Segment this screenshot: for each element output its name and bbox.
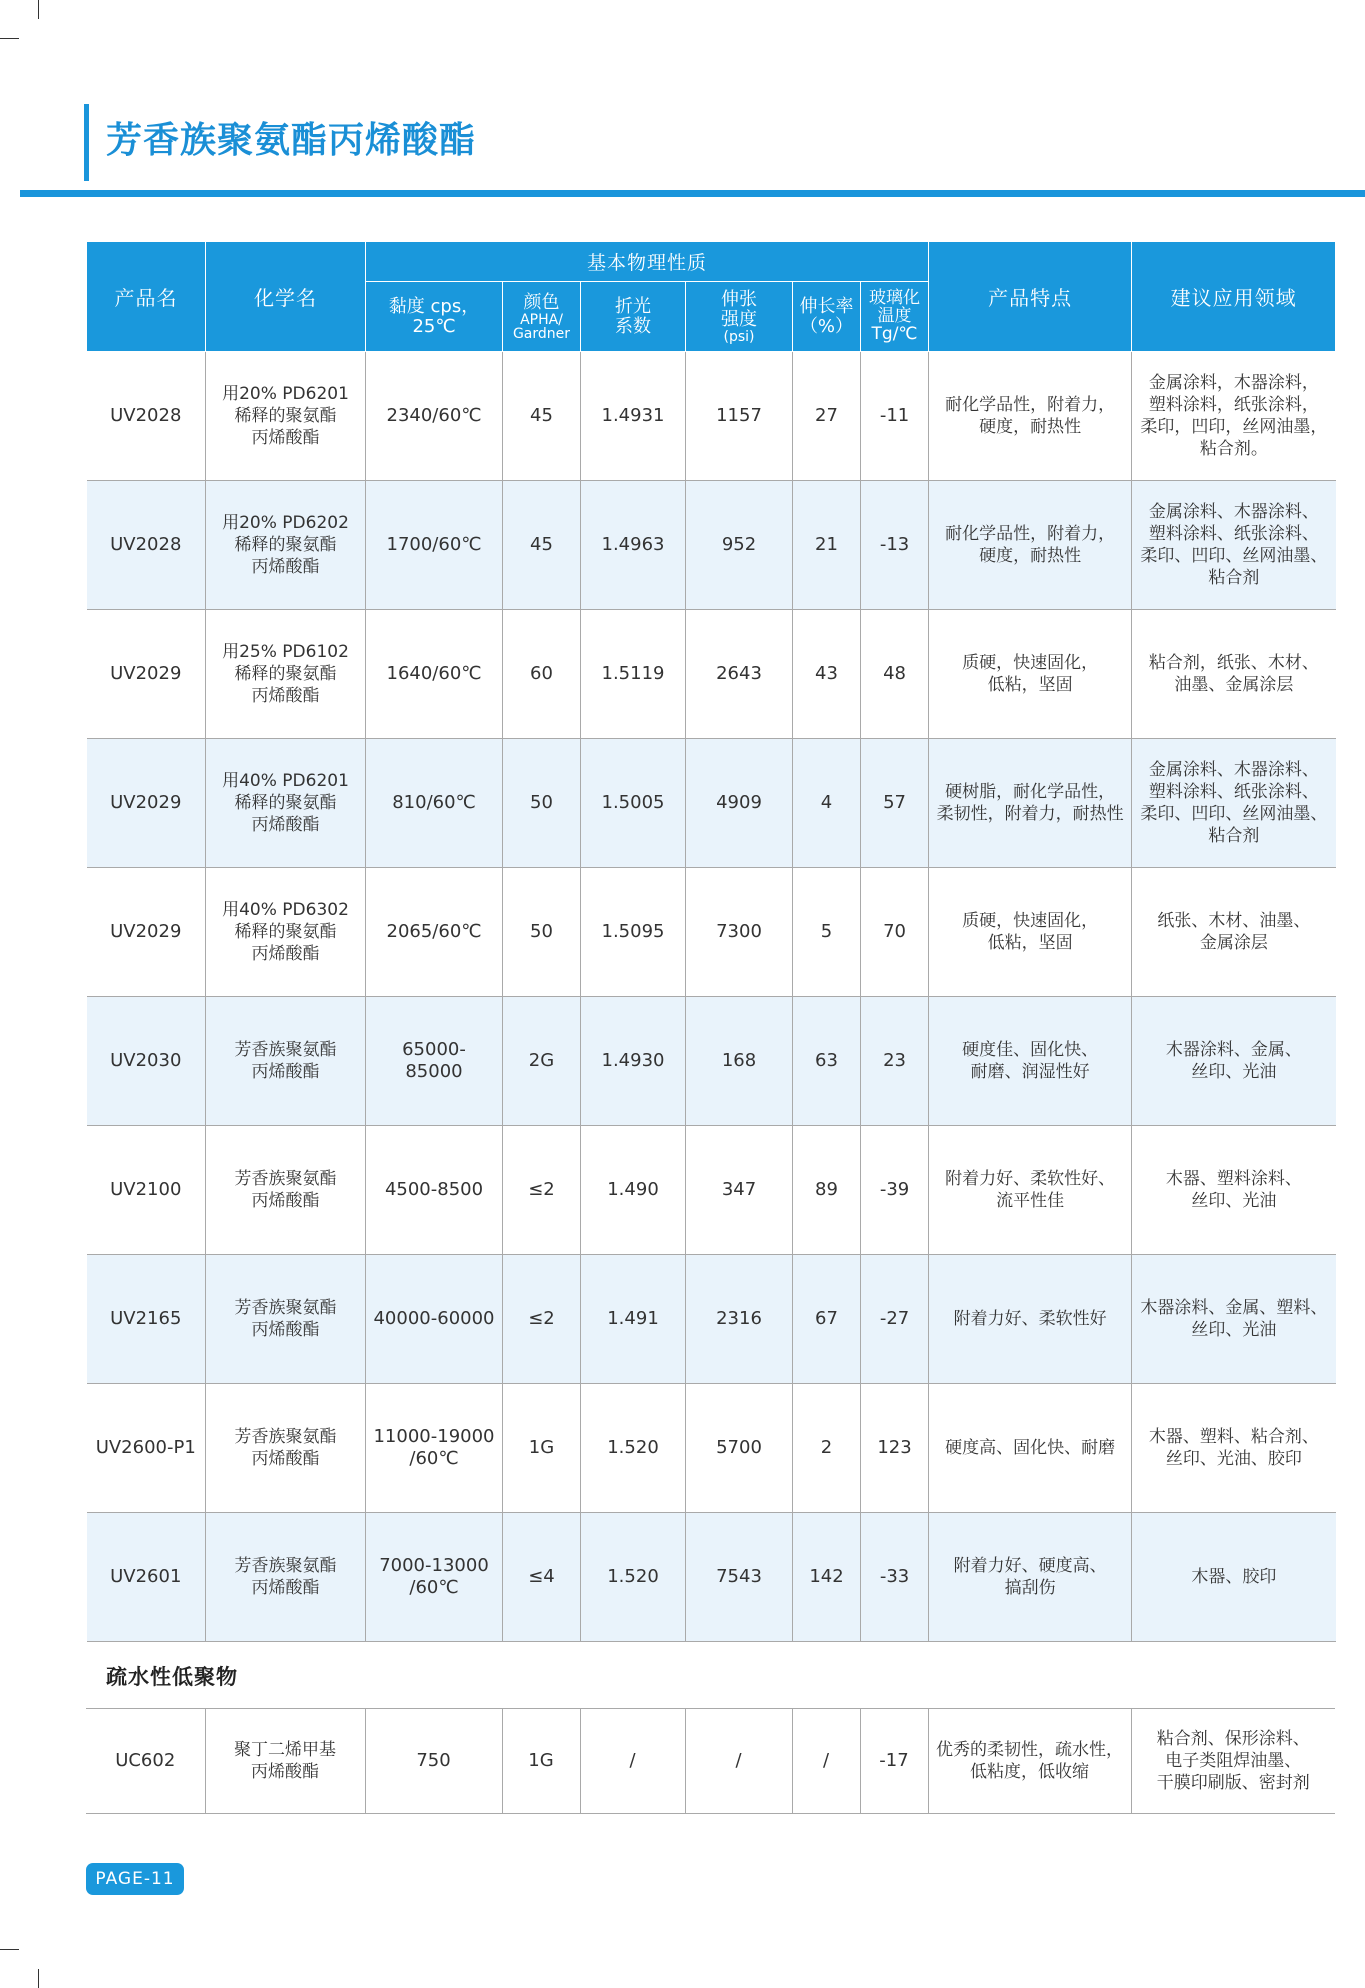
chemical-name-cell: 用40% PD6201 稀释的聚氨酯 丙烯酸酯 [206, 739, 366, 868]
title-accent-bar [84, 104, 89, 181]
color-cell: 45 [503, 352, 581, 481]
features-cell: 硬度高、固化快、耐磨 [929, 1384, 1132, 1513]
chemical-name-cell: 用25% PD6102 稀释的聚氨酯 丙烯酸酯 [206, 610, 366, 739]
applications-cell: 木器、胶印 [1132, 1513, 1336, 1642]
header-tensile-unit: (psi) [723, 328, 755, 345]
features-cell: 附着力好、柔软性好、 流平性佳 [929, 1126, 1132, 1255]
chemical-name-cell: 芳香族聚氨酯 丙烯酸酯 [206, 1126, 366, 1255]
product-name-cell: UV2029 [87, 610, 206, 739]
applications-cell: 金属涂料、木器涂料、 塑料涂料、纸张涂料、 柔印、凹印、丝网油墨、 粘合剂 [1132, 481, 1336, 610]
header-tensile-label: 伸张 强度 [721, 288, 757, 330]
color-cell: 60 [503, 610, 581, 739]
crop-mark-top-horizontal [0, 38, 19, 39]
chemical-name-cell: 用40% PD6302 稀释的聚氨酯 丙烯酸酯 [206, 868, 366, 997]
header-chemical-name: 化学名 [206, 242, 366, 352]
hydrophobic-oligomer-table [86, 1708, 1335, 1814]
chemical-name-cell: 芳香族聚氨酯 丙烯酸酯 [206, 997, 366, 1126]
tensile-strength-cell: 168 [686, 997, 793, 1126]
features-cell: 附着力好、柔软性好 [929, 1255, 1132, 1384]
color-cell: 45 [503, 481, 581, 610]
applications-cell: 金属涂料，木器涂料， 塑料涂料，纸张涂料， 柔印，凹印，丝网油墨， 粘合剂。 [1132, 352, 1336, 481]
header-features: 产品特点 [929, 242, 1132, 352]
elongation-cell: / [792, 1709, 860, 1814]
tensile-strength-cell: 2643 [686, 610, 793, 739]
table-row [87, 739, 1336, 868]
header-viscosity [366, 282, 503, 352]
refractive-index-cell: 1.520 [581, 1513, 686, 1642]
product-name-cell: UV2030 [87, 997, 206, 1126]
product-name-cell: UV2029 [87, 739, 206, 868]
viscosity-cell: 11000-19000 /60℃ [366, 1384, 503, 1513]
refractive-index-cell: 1.491 [581, 1255, 686, 1384]
color-cell: 50 [503, 868, 581, 997]
color-cell: 50 [503, 739, 581, 868]
features-cell: 优秀的柔韧性，疏水性， 低粘度，低收缩 [928, 1709, 1131, 1814]
header-tg-label: 玻璃化 温度 [869, 288, 921, 326]
applications-cell: 木器涂料、金属、塑料、 丝印、光油 [1132, 1255, 1336, 1384]
features-cell: 硬树脂，耐化学品性， 柔韧性，附着力，耐热性 [929, 739, 1132, 868]
elongation-cell: 43 [793, 610, 861, 739]
table-row [87, 481, 1336, 610]
section-title-hydrophobic-oligomers: 疏水性低聚物 [106, 1665, 238, 1689]
color-cell: 2G [503, 997, 581, 1126]
tg-cell: -11 [861, 352, 929, 481]
table-row [87, 610, 1336, 739]
viscosity-cell: 7000-13000 /60℃ [366, 1513, 503, 1642]
tg-cell: -33 [861, 1513, 929, 1642]
section-table-body [86, 1709, 1335, 1814]
elongation-cell: 2 [793, 1384, 861, 1513]
viscosity-cell: 4500-8500 [366, 1126, 503, 1255]
refractive-index-cell: / [580, 1709, 685, 1814]
table-header [87, 242, 1336, 352]
viscosity-cell: 40000-60000 [366, 1255, 503, 1384]
elongation-cell: 4 [793, 739, 861, 868]
header-color [503, 282, 581, 352]
viscosity-cell: 2340/60℃ [366, 352, 503, 481]
table-row [87, 868, 1336, 997]
tensile-strength-cell: 4909 [686, 739, 793, 868]
color-cell: 1G [503, 1384, 581, 1513]
refractive-index-cell: 1.5095 [581, 868, 686, 997]
tg-cell: 48 [861, 610, 929, 739]
color-cell: ≤2 [503, 1255, 581, 1384]
product-name-cell: UV2100 [87, 1126, 206, 1255]
applications-cell: 粘合剂，纸张、木材、 油墨、金属涂层 [1132, 610, 1336, 739]
table-row [87, 1513, 1336, 1642]
refractive-index-cell: 1.520 [581, 1384, 686, 1513]
header-viscosity-label: 黏度 cps， 25℃ [388, 295, 480, 337]
product-name-cell: UV2028 [87, 481, 206, 610]
header-color-unit: APHA/ Gardner [512, 311, 571, 342]
tensile-strength-cell: 5700 [686, 1384, 793, 1513]
header-tg-unit: Tg/℃ [871, 324, 918, 344]
table-row [87, 1255, 1336, 1384]
refractive-index-cell: 1.490 [581, 1126, 686, 1255]
tensile-strength-cell: 2316 [686, 1255, 793, 1384]
product-name-cell: UV2028 [87, 352, 206, 481]
viscosity-cell: 1640/60℃ [366, 610, 503, 739]
table-row [87, 352, 1336, 481]
viscosity-cell: 750 [365, 1709, 502, 1814]
header-elongation-label: 伸长率 （%） [799, 295, 854, 337]
header-refractive-index [581, 282, 686, 352]
chemical-name-cell: 用20% PD6202 稀释的聚氨酯 丙烯酸酯 [206, 481, 366, 610]
applications-cell: 粘合剂、保形涂料、 电子类阻焊油墨、 干膜印刷版、密封剂 [1131, 1709, 1335, 1814]
page-title: 芳香族聚氨酯丙烯酸酯 [106, 120, 477, 161]
crop-mark-top-vertical [38, 0, 39, 19]
color-cell: ≤2 [503, 1126, 581, 1255]
table-row [86, 1709, 1335, 1814]
refractive-index-cell: 1.4931 [581, 352, 686, 481]
tg-cell: 23 [861, 997, 929, 1126]
table-row [87, 1126, 1336, 1255]
color-cell: ≤4 [503, 1513, 581, 1642]
applications-cell: 木器、塑料、粘合剂、 丝印、光油、胶印 [1132, 1384, 1336, 1513]
header-product-name: 产品名 [87, 242, 206, 352]
tg-cell: 57 [861, 739, 929, 868]
chemical-name-cell: 芳香族聚氨酯 丙烯酸酯 [206, 1513, 366, 1642]
header-refractive-label: 折光 系数 [615, 295, 651, 337]
tensile-strength-cell: 952 [686, 481, 793, 610]
tg-cell: 70 [861, 868, 929, 997]
color-cell: 1G [502, 1709, 580, 1814]
elongation-cell: 142 [793, 1513, 861, 1642]
refractive-index-cell: 1.4930 [581, 997, 686, 1126]
product-name-cell: UC602 [86, 1709, 205, 1814]
viscosity-cell: 1700/60℃ [366, 481, 503, 610]
header-tg [861, 282, 929, 352]
page-number-badge: PAGE-11 [86, 1863, 184, 1895]
applications-cell: 木器、塑料涂料、 丝印、光油 [1132, 1126, 1336, 1255]
product-name-cell: UV2029 [87, 868, 206, 997]
tg-cell: -27 [861, 1255, 929, 1384]
elongation-cell: 63 [793, 997, 861, 1126]
viscosity-cell: 2065/60℃ [366, 868, 503, 997]
chemical-name-cell: 芳香族聚氨酯 丙烯酸酯 [206, 1255, 366, 1384]
tg-cell: -13 [861, 481, 929, 610]
refractive-index-cell: 1.4963 [581, 481, 686, 610]
viscosity-cell: 65000- 85000 [366, 997, 503, 1126]
elongation-cell: 21 [793, 481, 861, 610]
title-divider [20, 190, 1365, 197]
header-tensile-strength [686, 282, 793, 352]
header-color-label: 颜色 [523, 291, 560, 313]
elongation-cell: 27 [793, 352, 861, 481]
chemical-name-cell: 用20% PD6201 稀释的聚氨酯 丙烯酸酯 [206, 352, 366, 481]
tensile-strength-cell: / [685, 1709, 792, 1814]
features-cell: 耐化学品性，附着力， 硬度，耐热性 [929, 352, 1132, 481]
viscosity-cell: 810/60℃ [366, 739, 503, 868]
table-row [87, 997, 1336, 1126]
table-body [87, 352, 1336, 1642]
header-applications: 建议应用领域 [1132, 242, 1336, 352]
features-cell: 质硬，快速固化， 低粘，坚固 [929, 610, 1132, 739]
tensile-strength-cell: 1157 [686, 352, 793, 481]
tg-cell: 123 [861, 1384, 929, 1513]
tensile-strength-cell: 7543 [686, 1513, 793, 1642]
applications-cell: 金属涂料、木器涂料、 塑料涂料、纸张涂料、 柔印、凹印、丝网油墨、 粘合剂 [1132, 739, 1336, 868]
header-elongation [793, 282, 861, 352]
product-name-cell: UV2600-P1 [87, 1384, 206, 1513]
crop-mark-bottom-vertical [38, 1969, 39, 1988]
tensile-strength-cell: 7300 [686, 868, 793, 997]
elongation-cell: 89 [793, 1126, 861, 1255]
header-physical-properties: 基本物理性质 [366, 242, 929, 282]
elongation-cell: 5 [793, 868, 861, 997]
features-cell: 硬度佳、固化快、 耐磨、润湿性好 [929, 997, 1132, 1126]
product-name-cell: UV2601 [87, 1513, 206, 1642]
applications-cell: 纸张、木材、油墨、 金属涂层 [1132, 868, 1336, 997]
features-cell: 附着力好、硬度高、 搞刮伤 [929, 1513, 1132, 1642]
crop-mark-bottom-horizontal [0, 1949, 19, 1950]
tensile-strength-cell: 347 [686, 1126, 793, 1255]
product-table [86, 241, 1336, 1642]
chemical-name-cell: 聚丁二烯甲基 丙烯酸酯 [205, 1709, 365, 1814]
chemical-name-cell: 芳香族聚氨酯 丙烯酸酯 [206, 1384, 366, 1513]
table-row [87, 1384, 1336, 1513]
features-cell: 耐化学品性，附着力， 硬度，耐热性 [929, 481, 1132, 610]
tg-cell: -39 [861, 1126, 929, 1255]
elongation-cell: 67 [793, 1255, 861, 1384]
tg-cell: -17 [860, 1709, 928, 1814]
refractive-index-cell: 1.5119 [581, 610, 686, 739]
applications-cell: 木器涂料、金属、 丝印、光油 [1132, 997, 1336, 1126]
features-cell: 质硬，快速固化， 低粘，坚固 [929, 868, 1132, 997]
product-name-cell: UV2165 [87, 1255, 206, 1384]
refractive-index-cell: 1.5005 [581, 739, 686, 868]
